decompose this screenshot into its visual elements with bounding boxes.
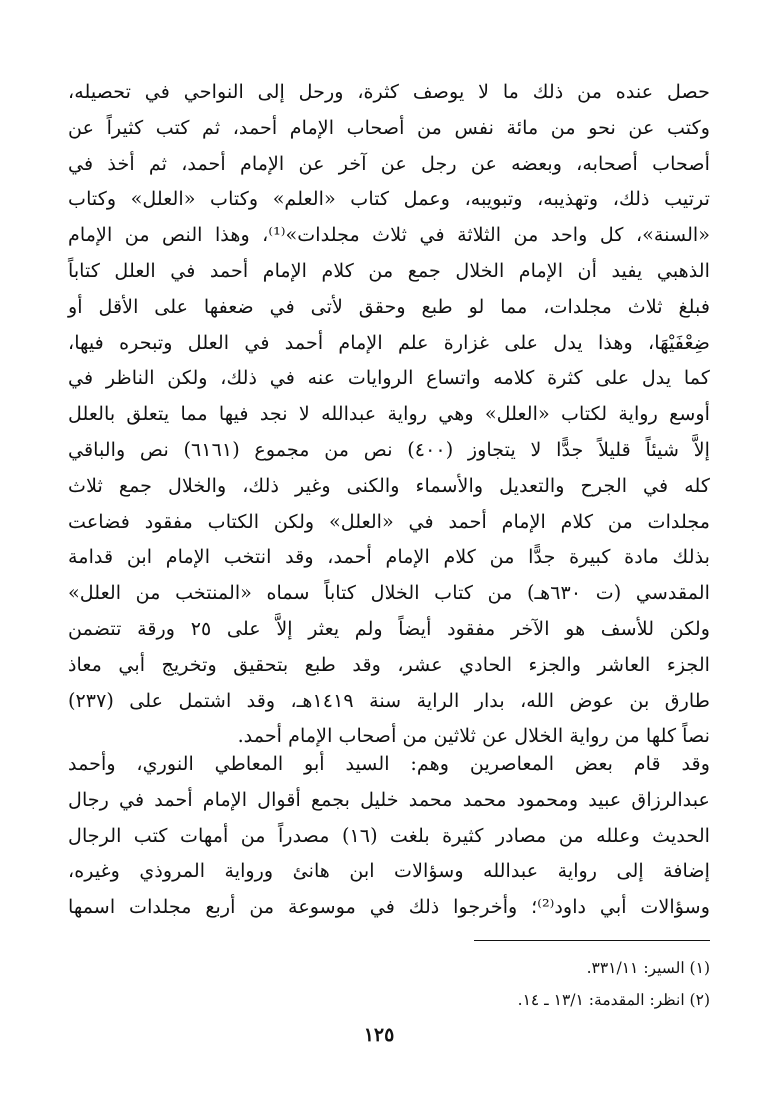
text-line: أوسع رواية لكتاب «العلل» وهي رواية عبدالله لا نجد فيها مما يتعلق بالعلل [68, 402, 710, 426]
text-line: طارق بن عوض الله، بدار الراية سنة ١٤١٩هـ، وقد اشتمل على (٢٣٧) [68, 688, 710, 712]
page-number: ١٢٥ [363, 1024, 395, 1046]
text-line: الجزء العاشر والجزء الحادي عشر، وقد طبع بتحقيق وتخريج أبي معاذ [68, 652, 710, 676]
text-line: كما يدل على كثرة كلامه واتساع الروايات عنه في ذلك، ولكن الناظر في [68, 366, 710, 390]
text-line: نصاً كلها من رواية الخلال عن ثلاثين من أصحاب الإمام أحمد. [237, 724, 710, 748]
text-line: حصل عنده من ذلك ما لا يوصف كثرة، ورحل إلى النواحي في تحصيله، [68, 80, 710, 103]
text-line: ترتيب ذلك، وتهذيبه، وتبويبه، وعمل كتاب «العلم» وكتاب «العلل» وكتاب [68, 187, 710, 211]
text-line: المقدسي (ت ٦٣٠هـ) من كتاب الخلال كتاباً سماه «المنتخب من العلل» [68, 581, 710, 605]
text-line: وسؤالات أبي داود⁽²⁾؛ وأخرجوا ذلك في موسوعة من أربع مجلدات اسمها [68, 895, 710, 919]
text-line: الحديث وعلله من مصادر كثيرة بلغت (١٦) مصدراً من أمهات كتب الرجال [68, 823, 710, 847]
footnote-2: (٢) انظر: المقدمة: ١٣/١ ـ ١٤. [517, 991, 710, 1009]
footnotes [50, 952, 710, 1016]
text-line: بذلك مادة كبيرة جدًّا من كلام الإمام أحمد، وقد انتخب الإمام ابن قدامة [68, 545, 710, 569]
text-line: أصحاب أصحابه، وبعضه عن رجل عن آخر عن الإمام أحمد، ثم أخذ في [68, 151, 710, 175]
text-line: مجلدات من كلام الإمام أحمد في «العلل» ولكن الكتاب مفقود فضاعت [68, 509, 710, 533]
text-line: إضافة إلى رواية عبدالله وسؤالات ابن هانئ ورواية المروذي وغيره، [68, 859, 710, 883]
text-line: وكتب عن نحو من مائة نفس من أصحاب الإمام أحمد، ثم كتب كثيراً عن [68, 115, 710, 139]
text-line: وقد قام بعض المعاصرين وهم: السيد أبو المعاطي النوري، وأحمد [68, 752, 710, 775]
text-line: «السنة»، كل واحد من الثلاثة في ثلاث مجلدات»⁽¹⁾، وهذا النص من الإمام [68, 223, 710, 247]
text-line: كله في الجرح والتعديل والأسماء والكنى وغير ذلك، والخلال جمع ثلاث [68, 473, 710, 497]
text-line: الذهبي يفيد أن الإمام الخلال جمع من كلام الإمام أحمد في العلل كتاباً [68, 258, 710, 282]
text-line: عبدالرزاق عبيد ومحمود محمد محمد خليل بجمع أقوال الإمام أحمد في رجال [68, 787, 710, 811]
text-line: فبلغ ثلاث مجلدات، مما لو طبع وحقق لأتى في ضعفها على الأقل أو [68, 294, 710, 318]
footnote-separator [474, 940, 710, 941]
text-line: ولكن للأسف هو الآخر مفقود أيضاً ولم يعثر إلاَّ على ٢٥ ورقة تتضمن [68, 616, 710, 640]
text-line: إلاَّ شيئاً قليلاً جدًّا لا يتجاوز (٤٠٠) نص من مجموع (٦١٦١) نص والباقي [68, 437, 710, 461]
text-line: ضِعْفَيْهَا، وهذا يدل على غزارة علم الإمام أحمد في العلل وتبحره فيها، [68, 330, 710, 354]
footnote-1: (١) السير: ٣٣١/١١. [586, 959, 710, 977]
paragraph-2 [68, 746, 710, 925]
paragraph-1 [68, 74, 710, 754]
